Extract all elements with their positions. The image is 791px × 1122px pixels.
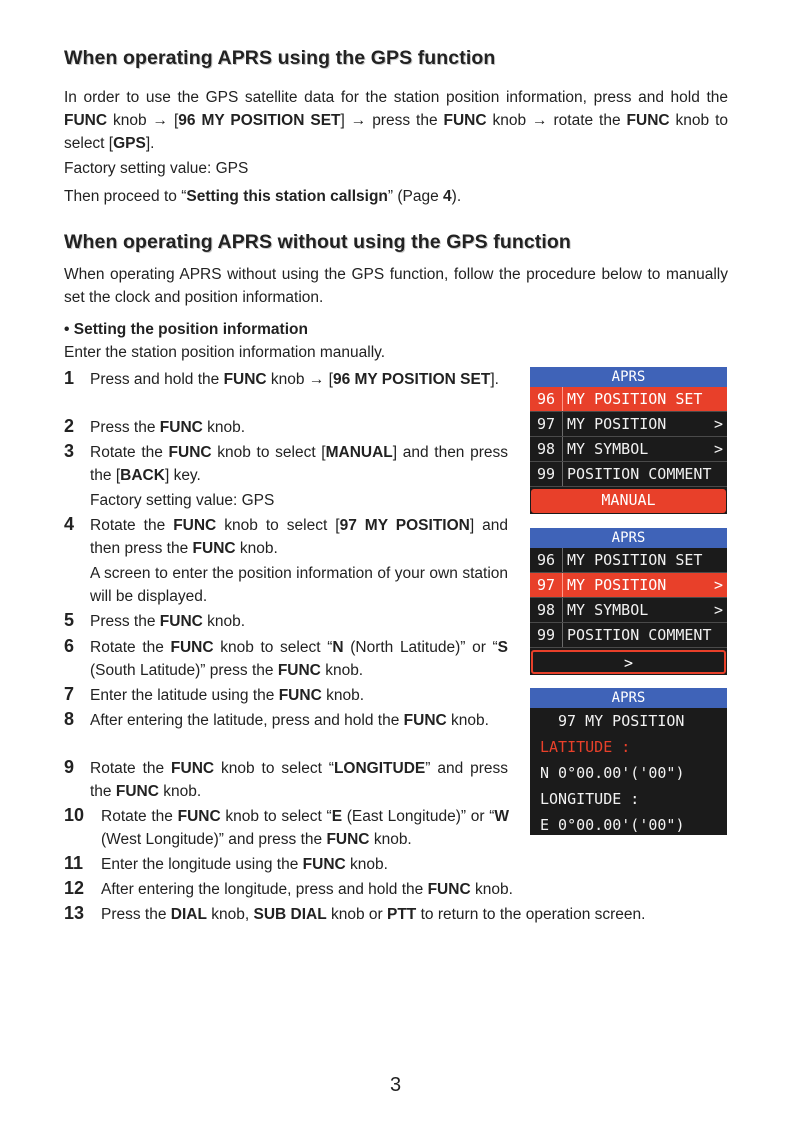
page-number: 3 bbox=[389, 1074, 402, 1096]
lcd-longitude-value: E 0°00.00'('00") bbox=[540, 816, 685, 834]
section-heading-gps: When operating APRS using the GPS function bbox=[64, 47, 496, 69]
lcd-screen-my-position bbox=[530, 528, 727, 675]
lcd-screen-manual bbox=[530, 367, 727, 514]
no-gps-intro: When operating APRS without using the GPS function, follow the procedure below to manually set the clock and position information. bbox=[64, 266, 728, 306]
lcd-value-arrow: > bbox=[531, 650, 726, 674]
bullet-subtitle: Enter the station position information manually. bbox=[64, 344, 386, 361]
menu-row-97: 97 MY POSITION > bbox=[530, 412, 727, 437]
lcd-header: APRS bbox=[530, 688, 727, 708]
menu-row-99: 99 POSITION COMMENT bbox=[530, 462, 727, 487]
menu-row-96: 96 MY POSITION SET bbox=[530, 387, 727, 412]
lcd-longitude-label: LONGITUDE : bbox=[540, 790, 640, 808]
menu-row-97: 97 MY POSITION > bbox=[530, 573, 727, 598]
factory-setting: Factory setting value: GPS bbox=[64, 160, 249, 177]
step-3-note: Factory setting value: GPS bbox=[90, 492, 275, 509]
lcd-position-title: 97 MY POSITION bbox=[558, 712, 685, 730]
lcd-header: APRS bbox=[530, 367, 727, 387]
lcd-screen-position-entry bbox=[530, 688, 727, 835]
menu-row-98: 98 MY SYMBOL > bbox=[530, 598, 727, 623]
lcd-latitude-value: N 0°00.00'('00") bbox=[540, 764, 685, 782]
lcd-latitude-label: LATITUDE : bbox=[540, 738, 631, 756]
lcd-header: APRS bbox=[530, 528, 727, 548]
section-heading-no-gps: When operating APRS without using the GPS function bbox=[64, 231, 571, 253]
menu-row-99: 99 POSITION COMMENT bbox=[530, 623, 727, 648]
proceed-reference: Then proceed to “Setting this station callsign” (Page 4). bbox=[64, 188, 462, 205]
menu-row-98: 98 MY SYMBOL > bbox=[530, 437, 727, 462]
gps-instructions: In order to use the GPS satellite data for the station position information, press and hold the FUNC knob → [96 MY POSITION SET] → press the FUNC knob → rotate the FUNC knob to select [GPS]. bbox=[64, 89, 729, 152]
menu-row-96: 96 MY POSITION SET bbox=[530, 548, 727, 573]
bullet-title: • Setting the position information bbox=[64, 321, 308, 338]
step-4-note: A screen to enter the position information of your own station will be displayed. bbox=[90, 565, 508, 605]
lcd-value-manual: MANUAL bbox=[531, 489, 726, 513]
